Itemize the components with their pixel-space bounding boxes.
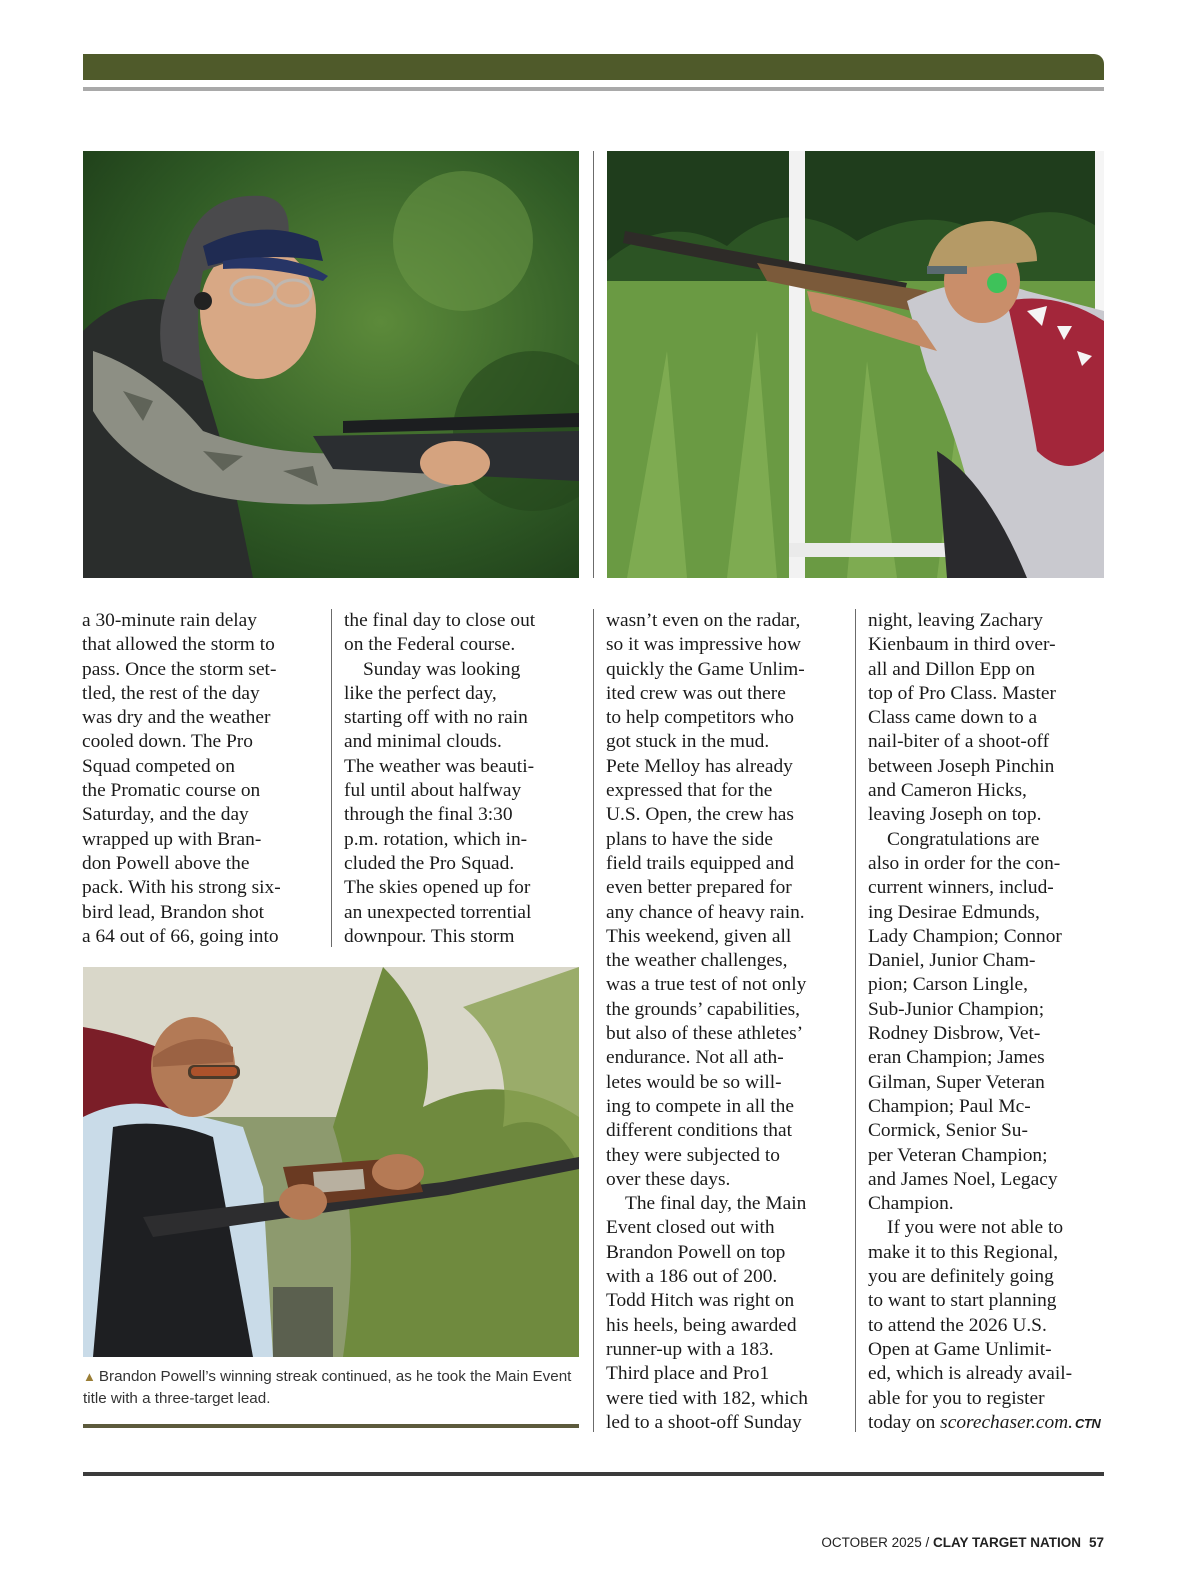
text-line: The final day, the Main xyxy=(625,1193,807,1215)
text-line: and minimal clouds. xyxy=(344,731,502,753)
text-line: top of Pro Class. Master xyxy=(868,682,1056,704)
text-line: like the perfect day, xyxy=(344,682,497,704)
text-line: they were subjected to xyxy=(606,1144,780,1166)
text-line: runner-up with a 183. xyxy=(606,1338,774,1360)
text-line: but also of these athletes’ xyxy=(606,1023,804,1045)
text-line: Todd Hitch was right on xyxy=(606,1290,795,1312)
header-rule xyxy=(83,87,1104,91)
text-line: per Veteran Champion; xyxy=(868,1144,1048,1166)
text-line: endurance. Not all ath- xyxy=(606,1047,784,1069)
text-line: on the Federal course. xyxy=(344,634,516,656)
text-line: also in order for the con- xyxy=(868,852,1061,874)
text-line: plans to have the side xyxy=(606,828,773,850)
magazine-name: CLAY TARGET NATION xyxy=(932,1535,1081,1550)
article-column-4 xyxy=(868,609,1100,1436)
text-line: night, leaving Zachary xyxy=(868,610,1043,631)
text-line: all and Dillon Epp on xyxy=(868,658,1035,680)
text-line: Event closed out with xyxy=(606,1217,775,1239)
text-line: the grounds’ capabilities, xyxy=(606,998,801,1020)
text-line: Brandon Powell on top xyxy=(606,1241,786,1263)
text-line: wasn’t even on the radar, xyxy=(606,610,801,631)
text-line: Kienbaum in third over- xyxy=(868,634,1056,656)
text-line: to want to start planning xyxy=(868,1290,1057,1312)
text-line: Squad competed on xyxy=(82,755,235,777)
column-divider xyxy=(855,609,856,1432)
text-line: even better prepared for xyxy=(606,877,792,899)
text-line: letes would be so will- xyxy=(606,1071,782,1093)
text-line: a 30-minute rain delay xyxy=(82,610,257,631)
column-divider xyxy=(331,609,332,947)
text-line: This weekend, given all xyxy=(606,925,792,947)
text-line: that allowed the storm to xyxy=(82,634,275,656)
text-line: Lady Champion; Connor xyxy=(868,925,1062,947)
text-line: Cormick, Senior Su- xyxy=(868,1120,1028,1142)
website-link[interactable]: scorechaser.com. xyxy=(940,1411,1073,1433)
text-line: any chance of heavy rain. xyxy=(606,901,805,923)
text-line: got stuck in the mud. xyxy=(606,731,770,753)
text-line: ing Desirae Edmunds, xyxy=(868,901,1040,923)
text-line: Gilman, Super Veteran xyxy=(868,1071,1045,1093)
text-line: was a true test of not only xyxy=(606,974,807,996)
text-line: and Cameron Hicks, xyxy=(868,780,1027,802)
text-line: Congratulations are xyxy=(887,828,1040,850)
photo-caption xyxy=(83,1366,579,1409)
text-line-final xyxy=(868,1411,1100,1436)
text-line: the Promatic course on xyxy=(82,780,261,802)
ctn-end-mark-logo: CTN xyxy=(1075,1415,1101,1431)
text-line: p.m. rotation, which in- xyxy=(344,828,528,850)
column-divider xyxy=(593,609,594,1432)
column-divider xyxy=(593,151,594,578)
text-line: to attend the 2026 U.S. xyxy=(868,1314,1047,1336)
text-line: to help competitors who xyxy=(606,707,794,729)
text-line: quickly the Game Unlim- xyxy=(606,658,805,680)
text-line: between Joseph Pinchin xyxy=(868,755,1055,777)
text-line: the final day to close out xyxy=(344,610,536,631)
article-column-1 xyxy=(82,609,281,949)
text-line: Sub-Junior Champion; xyxy=(868,998,1045,1020)
text-line: a 64 out of 66, going into xyxy=(82,925,279,947)
text-line: you are definitely going xyxy=(868,1266,1054,1288)
text-line: Rodney Disbrow, Vet- xyxy=(868,1023,1041,1045)
text-line: Class came down to a xyxy=(868,707,1038,729)
text-line: Champion. xyxy=(868,1193,954,1215)
text-line: today on xyxy=(868,1411,941,1433)
text-line: ited crew was out there xyxy=(606,682,786,704)
text-line: pass. Once the storm set- xyxy=(82,658,277,680)
text-line: over these days. xyxy=(606,1168,731,1190)
text-line: Champion; Paul Mc- xyxy=(868,1095,1031,1117)
photo-flag-shirt-shooter xyxy=(607,151,1104,578)
text-line: nail-biter of a shoot-off xyxy=(868,731,1050,753)
text-line: expressed that for the xyxy=(606,780,773,802)
text-line: The skies opened up for xyxy=(344,877,531,899)
text-line: and James Noel, Legacy xyxy=(868,1168,1058,1190)
text-line: cluded the Pro Squad. xyxy=(344,852,515,874)
text-line: an unexpected torrential xyxy=(344,901,532,923)
text-line: cooled down. The Pro xyxy=(82,731,253,753)
text-line: ing to compete in all the xyxy=(606,1095,794,1117)
article-column-3 xyxy=(606,609,808,1435)
text-line: field trails equipped and xyxy=(606,852,794,874)
text-line: Pete Melloy has already xyxy=(606,755,793,777)
text-line: able for you to register xyxy=(868,1387,1045,1409)
text-line: so it was impressive how xyxy=(606,634,801,656)
page-footer xyxy=(821,1535,1104,1550)
text-line: pion; Carson Lingle, xyxy=(868,974,1028,996)
text-line: U.S. Open, the crew has xyxy=(606,804,794,826)
text-line: different conditions that xyxy=(606,1120,792,1142)
text-line: Daniel, Junior Cham- xyxy=(868,950,1036,972)
caption-text: Brandon Powell’s winning streak continued, as he took the Main Event title with a three-target lead. xyxy=(83,1368,572,1407)
caption-rule xyxy=(83,1424,579,1428)
text-line: led to a shoot-off Sunday xyxy=(606,1411,802,1433)
text-line: leaving Joseph on top. xyxy=(868,804,1042,826)
text-line: through the final 3:30 xyxy=(344,804,513,826)
text-line: starting off with no rain xyxy=(344,707,528,729)
text-line: was dry and the weather xyxy=(82,707,271,729)
text-line: The weather was beauti- xyxy=(344,755,535,777)
footer-rule xyxy=(83,1472,1104,1476)
text-line: ful until about halfway xyxy=(344,780,522,802)
text-line: Sunday was looking xyxy=(363,658,521,680)
text-line: pack. With his strong six- xyxy=(82,877,281,899)
text-line: current winners, includ- xyxy=(868,877,1054,899)
text-line: ed, which is already avail- xyxy=(868,1363,1073,1385)
page-number: 57 xyxy=(1088,1535,1104,1550)
text-line: If you were not able to xyxy=(887,1217,1064,1239)
caption-triangle-icon: ▲ xyxy=(83,1369,96,1384)
text-line: his heels, being awarded xyxy=(606,1314,797,1336)
header-bar xyxy=(83,54,1104,80)
text-line: with a 186 out of 200. xyxy=(606,1266,778,1288)
issue-date: OCTOBER 2025 / xyxy=(821,1535,933,1550)
text-line: make it to this Regional, xyxy=(868,1241,1059,1263)
text-line: eran Champion; James xyxy=(868,1047,1045,1069)
text-line: Saturday, and the day xyxy=(82,804,249,826)
text-line: downpour. This storm xyxy=(344,925,515,947)
text-line: the weather challenges, xyxy=(606,950,788,972)
text-line: Third place and Pro1 xyxy=(606,1363,770,1385)
text-line: wrapped up with Bran- xyxy=(82,828,262,850)
photo-brandon-powell xyxy=(83,967,579,1357)
text-line: were tied with 182, which xyxy=(606,1387,808,1409)
text-line: bird lead, Brandon shot xyxy=(82,901,265,923)
text-line: tled, the rest of the day xyxy=(82,682,260,704)
photo-woman-shooter xyxy=(83,151,579,578)
text-line: Open at Game Unlimit- xyxy=(868,1338,1052,1360)
text-line: don Powell above the xyxy=(82,852,250,874)
article-column-2 xyxy=(344,609,535,949)
